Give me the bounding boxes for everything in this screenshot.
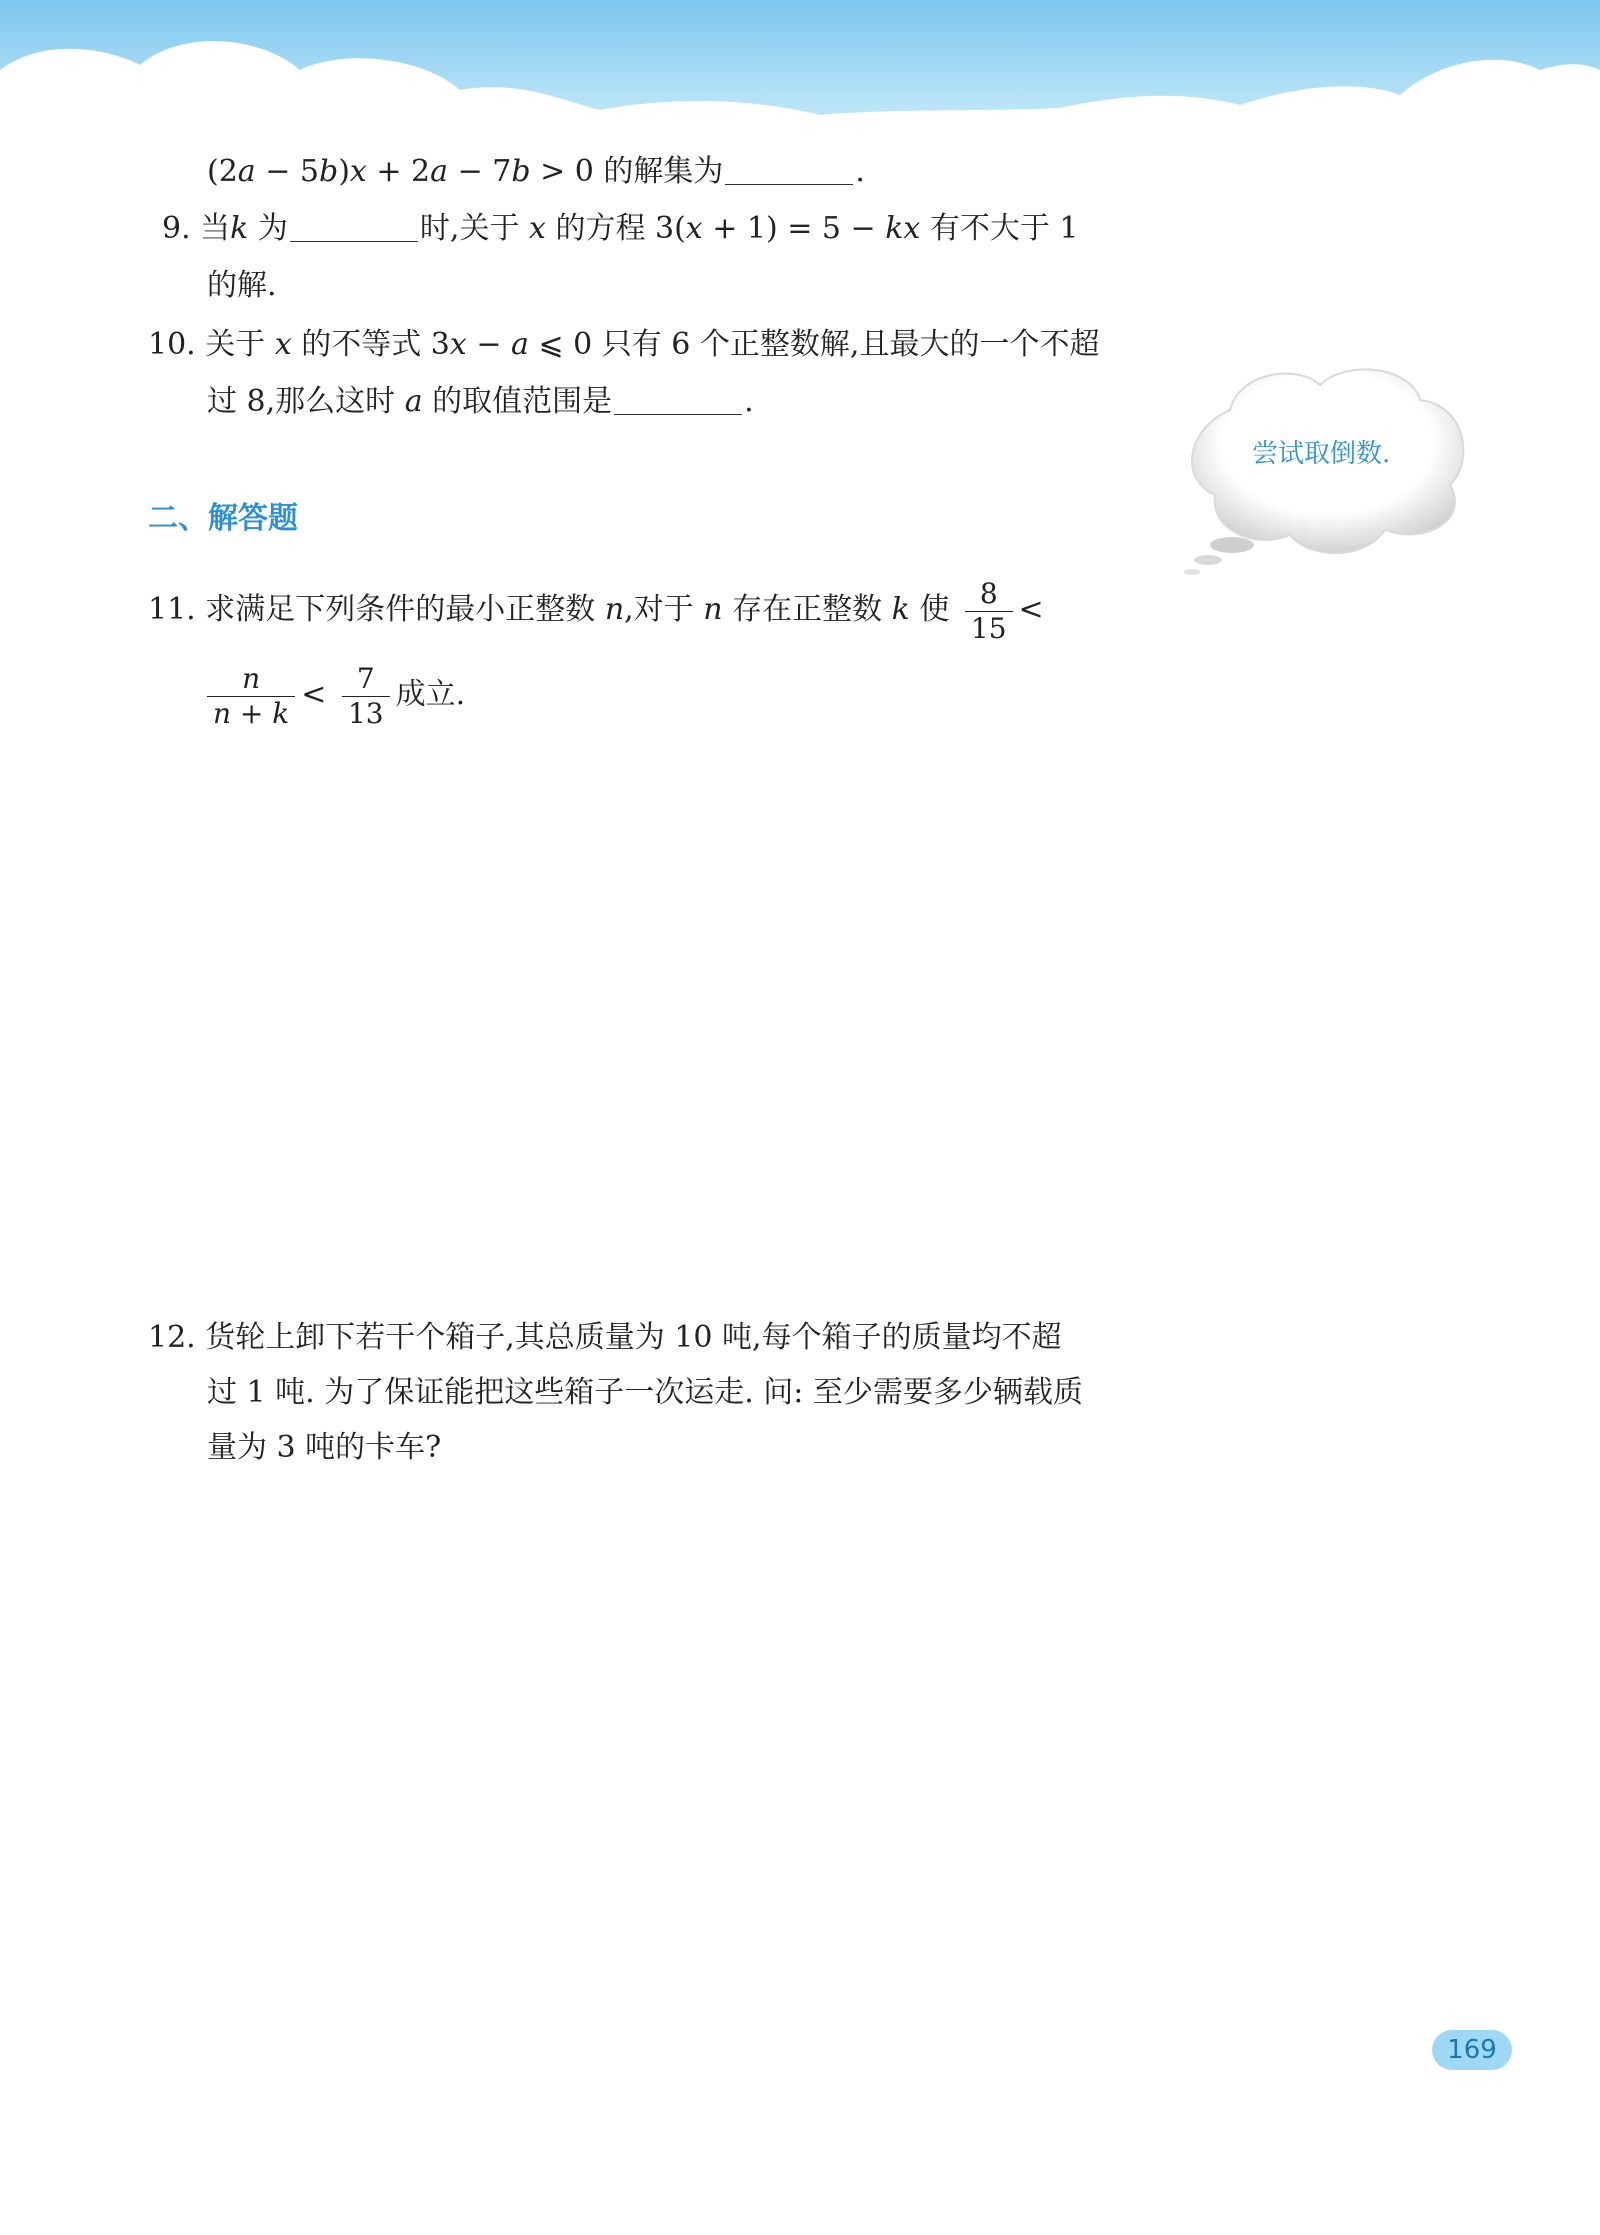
problem-10-line-1: 10. 关于 x 的不等式 3x − a ⩽ 0 只有 6 个正整数解,且最大的一个不超 bbox=[148, 327, 1100, 362]
problem-number: 9. bbox=[162, 211, 191, 246]
problem-11-line-1: 11. 求满足下列条件的最小正整数 n,对于 n 存在正整数 k 使 $\frac{8}{15}$ < bbox=[148, 576, 1044, 645]
hint-thought-cloud bbox=[1170, 350, 1490, 590]
section-title: 二、解答题 bbox=[148, 501, 298, 536]
problem-12-line-3: 量为 3 吨的卡车? bbox=[207, 1430, 442, 1465]
problem-10-line-2: 过 8,那么这时 a 的取值范围是 . bbox=[207, 384, 754, 419]
problem-12-line-2: 过 1 吨. 为了保证能把这些箱子一次运走. 问: 至少需要多少辆载质 bbox=[207, 1375, 1083, 1410]
problem-8-continuation: (2a − 5b)x + 2a − 7b > 0 的解集为 . bbox=[207, 154, 865, 189]
problem-9-line-2: 的解. bbox=[207, 268, 277, 303]
answer-blank[interactable] bbox=[725, 156, 853, 185]
page-number: 169 bbox=[1447, 2035, 1497, 2065]
fraction-8-15: $\frac{8}{15}$ bbox=[965, 577, 1013, 646]
hint-text: 尝试取倒数. bbox=[1252, 439, 1391, 469]
problem-11-line-2: $\frac{n}{n + k}$ < $\frac{7}{13}$ 成立. bbox=[207, 655, 465, 735]
answer-blank[interactable] bbox=[614, 386, 742, 415]
fraction-7-13: $\frac{7}{13}$ bbox=[342, 662, 390, 731]
problem-number: 12. bbox=[148, 1320, 196, 1355]
answer-blank[interactable] bbox=[290, 213, 418, 242]
header-cloud-banner bbox=[0, 0, 1600, 140]
problem-9-line-1: 9. 当k 为 时,关于 x 的方程 3(x + 1) = 5 − kx 有不大于 1 bbox=[162, 211, 1079, 246]
fraction-n-over-n-plus-k: $\frac{n}{n + k}$ bbox=[207, 662, 295, 731]
problem-12-line-1: 12. 货轮上卸下若干个箱子,其总质量为 10 吨,每个箱子的质量均不超 bbox=[148, 1320, 1062, 1355]
problem-number: 10. bbox=[148, 327, 196, 362]
problem-number: 11. bbox=[148, 592, 196, 627]
